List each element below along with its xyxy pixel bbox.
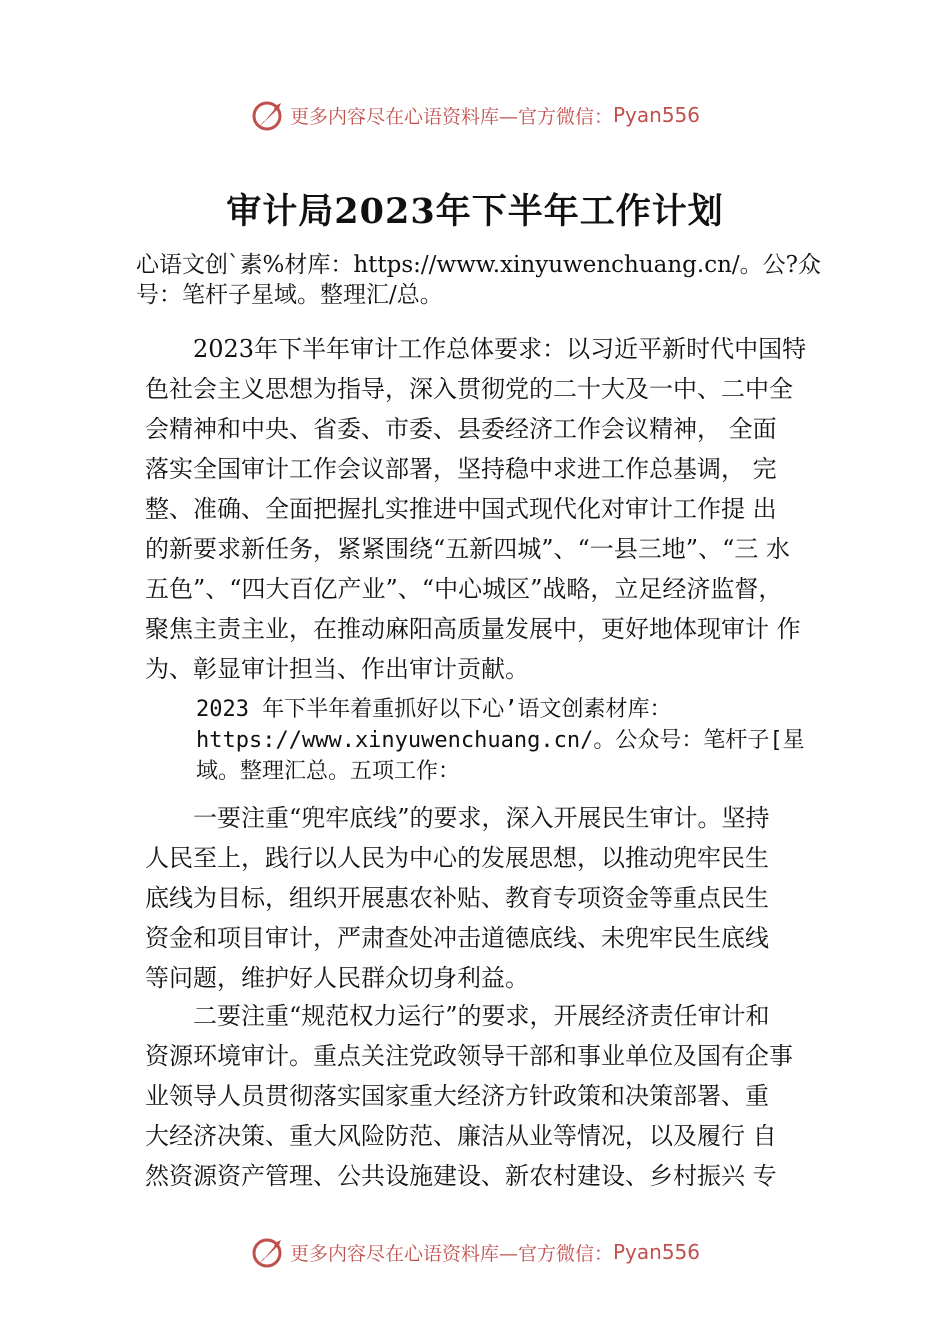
quill-pen-circle-logo-icon bbox=[250, 1234, 286, 1270]
notice-line: 号：笔杆子星域。整理汇/总。 bbox=[136, 282, 443, 308]
document-title: 审计局2023年下半年工作计划 bbox=[226, 191, 724, 232]
text-line: 会精神和中央、省委、市委、县委经济工作会议精神， 全面 bbox=[145, 415, 777, 443]
text-line: 资金和项目审计，严肃查处冲击道德底线、未兜牢民生底线 bbox=[145, 924, 769, 952]
text-line: 2023 年下半年着重抓好以下心’语文创素材库： bbox=[196, 697, 672, 722]
source-notice bbox=[136, 250, 821, 310]
text-line: 等问题，维护好人民群众切身利益。 bbox=[145, 964, 529, 992]
watermark-wechat-id: Pyan556 bbox=[613, 103, 701, 127]
paragraph-overall-requirements bbox=[145, 329, 806, 689]
paragraph-task-two bbox=[145, 996, 793, 1196]
text-line: 底线为目标，组织开展惠农补贴、教育专项资金等重点民生 bbox=[145, 884, 769, 912]
text-line: 整、准确、全面把握扎实推进中国式现代化对审计工作提 出 bbox=[145, 495, 777, 523]
watermark-banner-top bbox=[0, 95, 950, 135]
text-line: 一要注重“兜牢底线”的要求，深入开展民生审计。坚持 bbox=[145, 804, 770, 832]
quill-pen-circle-logo-icon bbox=[250, 97, 286, 133]
text-line: 2023年下半年审计工作总体要求：以习近平新时代中国特 bbox=[145, 335, 807, 363]
watermark-text: 更多内容尽在心语资料库—官方微信： bbox=[289, 1242, 613, 1265]
text-line: 聚焦主责主业，在推动麻阳高质量发展中，更好地体现审计 作 bbox=[145, 615, 801, 643]
watermark-banner-bottom bbox=[0, 1232, 950, 1272]
paragraph-task-one bbox=[145, 798, 770, 998]
text-line: 落实全国审计工作会议部署，坚持稳中求进工作总基调， 完 bbox=[145, 455, 777, 483]
text-line: 二要注重“规范权力运行”的要求，开展经济责任审计和 bbox=[145, 1002, 770, 1030]
notice-line: 心语文创`素%材库：https://www.xinyuwenchuang.cn/。公?众 bbox=[136, 252, 821, 278]
watermark-text: 更多内容尽在心语资料库—官方微信： bbox=[289, 105, 613, 128]
text-line: 域。整理汇总。五项工作： bbox=[196, 759, 461, 784]
text-line: 五色”、“四大百亿产业”、“中心城区”战略，立足经济监督， bbox=[145, 575, 783, 603]
text-line: 资源环境审计。重点关注党政领导干部和事业单位及国有企事 bbox=[145, 1042, 793, 1070]
text-line: 然资源资产管理、公共设施建设、新农村建设、乡村振兴 专 bbox=[145, 1162, 777, 1190]
text-line: 人民至上，践行以人民为中心的发展思想，以推动兜牢民生 bbox=[145, 844, 769, 872]
text-line: 大经济决策、重大风险防范、廉洁从业等情况，以及履行 自 bbox=[145, 1122, 777, 1150]
watermark-wechat-id: Pyan556 bbox=[613, 1240, 701, 1264]
text-line: 色社会主义思想为指导，深入贯彻党的二十大及一中、二中全 bbox=[145, 375, 793, 403]
text-line: 为、彰显审计担当、作出审计贡献。 bbox=[145, 655, 529, 683]
text-line: https://www.xinyuwenchuang.cn/。公众号：笔杆子[星 bbox=[196, 728, 805, 753]
text-line: 的新要求新任务，紧紧围绕“五新四城”、“一县三地”、“三 水 bbox=[145, 535, 790, 563]
paragraph-five-tasks-intro bbox=[196, 694, 805, 787]
text-line: 业领导人员贯彻落实国家重大经济方针政策和决策部署、重 bbox=[145, 1082, 769, 1110]
